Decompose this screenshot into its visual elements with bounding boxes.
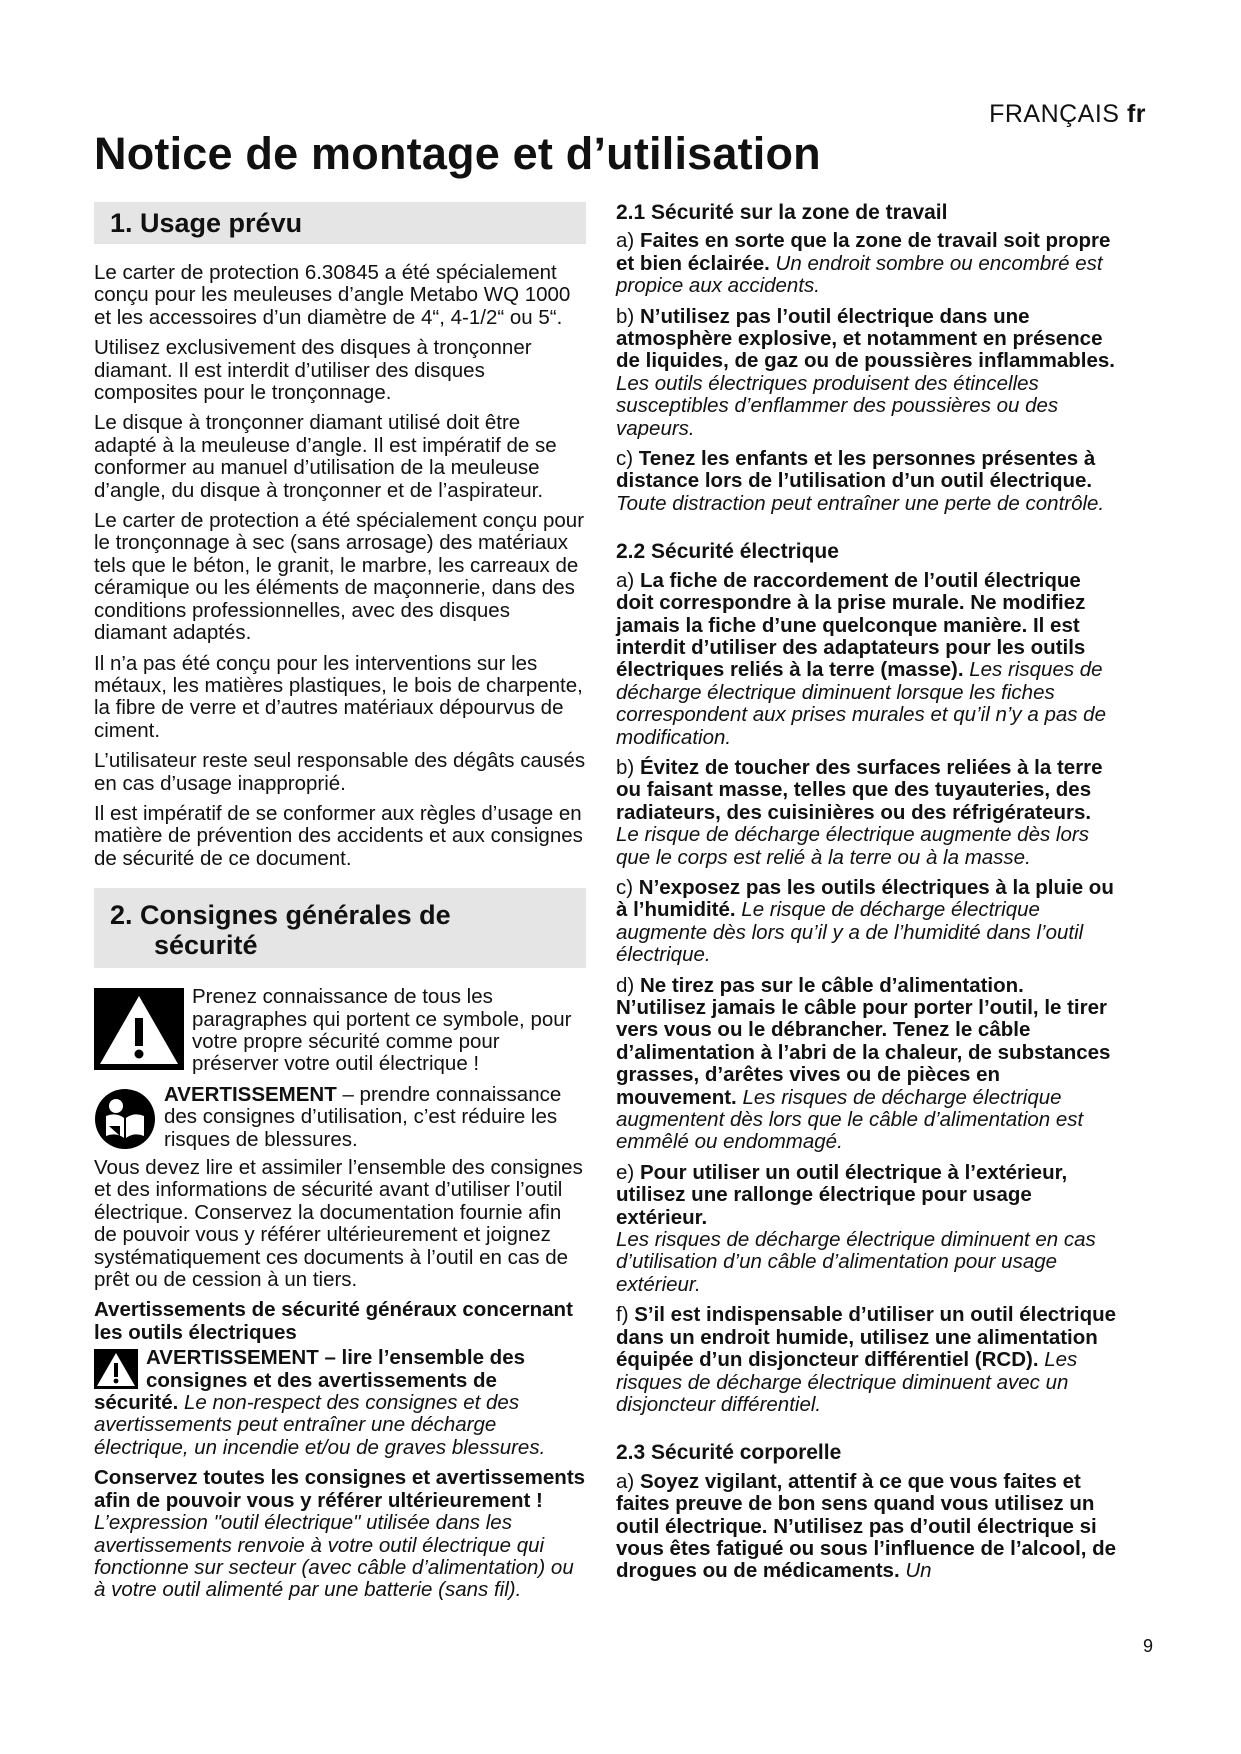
keep-bold: Conservez toutes les consignes et avertissements afin de pouvoir vous y référer ultérieurement ! — [94, 1466, 586, 1512]
list-item: e) Pour utiliser un outil électrique à l’extérieur, utilisez une rallonge électrique pour usage extérieur. Les risques de décharge électrique diminuent en cas d’utilisation d’un câble d’alimentation pour usage extérieur. — [616, 1160, 1096, 1296]
paragraph: Le carter de protection 6.30845 a été spécialement conçu pour les meuleuses d’angle Metabo WQ 1000 et les accessoires d’un diamètre de 4“, 4-1/2“ ou 5“. — [94, 261, 571, 329]
paragraph: Le carter de protection a été spécialement conçu pour le tronçonnage à sec (sans arrosage) des matériaux tels que le béton, le granit, le marbre, les carreaux de céramique ou les éléments de maçonnerie, dans des conditions professionnelles, avec des disques diamant adaptés. — [94, 509, 585, 645]
section-2-3-heading: 2.3 Sécurité corporelle — [616, 1441, 842, 1465]
general-warning-bold: AVERTISSEMENT – lire l’ensemble des consignes et des avertissements de sécurité. — [94, 1346, 525, 1415]
manual-warning-block — [94, 1084, 586, 1151]
manual-warning-text — [164, 1084, 586, 1151]
paragraph: Vous devez lire et assimiler l’ensemble des consignes et des informations de sécurité avant d’utiliser l’outil électrique. Conservez la documentation fournie afin de pouvoir vous y référer ultérieurement et joignez systématiquement ces documents à l’outil en cas de prêt ou de cession à un tiers. — [94, 1156, 583, 1292]
list-item: c) Tenez les enfants et les personnes présentes à distance lors de l’utilisation d’un outil électrique. Toute distraction peut entraîner une perte de contrôle. — [616, 447, 1105, 515]
section-1-heading: 1. Usage prévu — [94, 202, 586, 244]
left-column — [94, 202, 586, 1610]
list-item: a) Soyez vigilant, attentif à ce que vous faites et faites preuve de bon sens quand vous utilisez un outil électrique. N’utilisez pas d’outil électrique si vous êtes fatigué ou sous l’influence de l’alcool, de drogues ou de médicaments. Un — [616, 1469, 1117, 1583]
paragraph: Utilisez exclusivement des disques à tronçonner diamant. Il est interdit d’utiliser des disques composites pour le tronçonnage. — [94, 336, 532, 405]
symbol-note-text: Prenez connaissance de tous les paragraphes qui portent ce symbole, pour votre propre sécurité comme pour préserver votre outil électrique ! — [192, 985, 572, 1076]
language-label — [989, 100, 1146, 129]
right-column — [616, 202, 1118, 1591]
paragraph: L’utilisateur reste seul responsable des dégâts causés en cas d’usage inapproprié. — [94, 749, 586, 795]
general-warning-paragraph — [94, 1347, 586, 1459]
paragraph: Le disque à tronçonner diamant utilisé doit être adapté à la meuleuse d’angle. Il est impératif de se conformer au manuel d’utilisation de la meuleuse d’angle, du disque à tronçonner et de l’aspirateur. — [94, 411, 557, 502]
warning-triangle-small-icon — [94, 1349, 138, 1389]
section-2-heading — [94, 888, 586, 968]
list-item: b) Évitez de toucher des surfaces reliées à la terre ou faisant masse, telles que des tuyauteries, des radiateurs, des cuisinières ou des réfrigérateurs. Le risque de décharge électrique augmente dès lors que le corps est relié à la terre ou à la masse. — [616, 755, 1103, 869]
paragraph: Il est impératif de se conformer aux règles d’usage en matière de prévention des accidents et aux consignes de sécurité de ce document. — [94, 801, 583, 870]
section-2-2-heading: 2.2 Sécurité électrique — [616, 540, 839, 564]
list-item: b) N’utilisez pas l’outil électrique dans une atmosphère explosive, et notamment en présence de liquides, de gaz ou de poussières inflammables. Les outils électriques produisent des étincelles susceptibles d’enflammer des poussières ou des vapeurs. — [616, 304, 1115, 440]
list-item: a) Faites en sorte que la zone de travail soit propre et bien éclairée. Un endroit sombre ou encombré est propice aux accidents. — [616, 229, 1111, 298]
keep-italic: L’expression "outil électrique" utilisée dans les avertissements renvoie à votre outil électrique qui fonctionne sur secteur (avec câble d’alimentation) ou à votre outil alimenté par une batterie (sans fil). — [94, 1511, 574, 1602]
section-2-1-heading: 2.1 Sécurité sur la zone de travail — [616, 201, 948, 224]
language-name: FRANÇAIS — [989, 100, 1120, 128]
list-item: d) Ne tirez pas sur le câble d’alimentation. N’utilisez jamais le câble pour porter l’outil, le tirer vers vous ou le débrancher. Tenez le câble d’alimentation à l’abri de la chaleur, de substances grasses, d’arêtes vives ou de pièces en mouvement. Les risques de décharge électrique augmentent dès lors que le câble d’alimentation est emmêlé ou endommagé. — [616, 973, 1111, 1154]
section-2-heading-line1: 2. Consignes générales de — [110, 900, 451, 931]
general-warnings-heading: Avertissements de sécurité généraux concernant les outils électriques — [94, 1298, 573, 1344]
general-warning-italic: Le non-respect des consignes et des avertissements peut entraîner une décharge électrique, un incendie et/ou de graves blessures. — [94, 1391, 546, 1459]
warning-triangle-icon — [94, 988, 184, 1070]
read-manual-icon — [94, 1088, 156, 1150]
list-item: a) La fiche de raccordement de l’outil électrique doit correspondre à la prise murale. Ne modifiez jamais la fiche d’une quelconque manière. Il est interdit d’utiliser des adaptateurs pour les outils électriques reliés à la terre (masse). Les risques de décharge électrique diminuent lorsque les fiches correspondent aux prises murales et qu’il n’y a pas de modification. — [616, 568, 1106, 749]
manual-warning-rest: – prendre connaissance des consignes d’utilisation, c’est réduire les risques de blessures. — [164, 1082, 562, 1151]
page-title: Notice de montage et d’utilisation — [94, 128, 821, 179]
manual-warning-bold: AVERTISSEMENT — [164, 1082, 337, 1106]
list-item: f) S’il est indispensable d’utiliser un outil électrique dans un endroit humide, utilisez une alimentation équipée d’un disjoncteur différentiel (RCD). Les risques de décharge électrique diminuent avec un disjoncteur différentiel. — [616, 1303, 1117, 1416]
list-item: c) N’exposez pas les outils électriques à la pluie ou à l’humidité. Le risque de décharge électrique augmente dès lors qu’il y a de l’humidité dans l’outil électrique. — [616, 875, 1114, 967]
paragraph: Il n’a pas été conçu pour les interventions sur les métaux, les matières plastiques, le bois de charpente, la fibre de verre et d’autres matériaux dépourvus de ciment. — [94, 651, 583, 742]
section-2-heading-line2: sécurité — [154, 930, 258, 961]
page-number: 9 — [1142, 1636, 1153, 1656]
symbol-note-block — [94, 986, 586, 1076]
language-code: fr — [1126, 100, 1146, 128]
keep-instructions-paragraph — [94, 1467, 586, 1601]
